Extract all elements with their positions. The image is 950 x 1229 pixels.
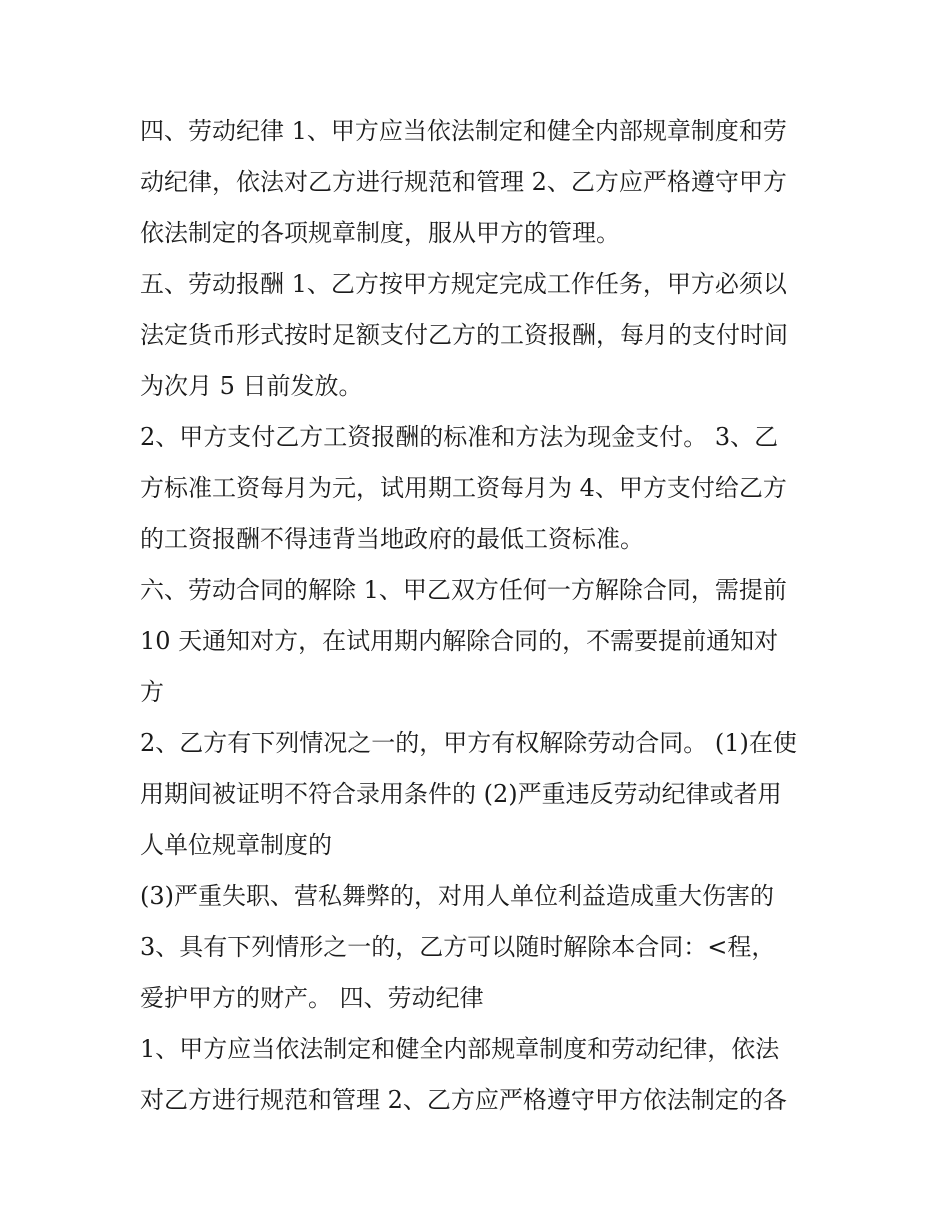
paragraph-serious-misconduct xyxy=(140,871,820,922)
paragraph-termination-conditions xyxy=(140,718,820,871)
paragraph-employee-termination xyxy=(140,922,820,1024)
text-line: 2、甲方支付乙方工资报酬的标准和方法为现金支付。 3、乙 xyxy=(140,423,779,451)
paragraph-rules-repeat xyxy=(140,1024,820,1126)
document-body xyxy=(140,106,820,1126)
text-line: 3、具有下列情形之一的，乙方可以随时解除本合同：<程， xyxy=(140,933,776,961)
text-line: 爱护甲方的财产。 四、劳动纪律 xyxy=(140,984,484,1012)
text-line: 用期间被证明不符合录用条件的 (2)严重违反劳动纪律或者用 xyxy=(140,780,782,808)
text-line: 人单位规章制度的 xyxy=(140,831,332,859)
text-line: 为次月 5 日前发放。 xyxy=(140,372,363,400)
text-line: (3)严重失职、营私舞弊的，对用人单位利益造成重大伤害的 xyxy=(140,882,774,910)
text-line: 的工资报酬不得违背当地政府的最低工资标准。 xyxy=(140,525,644,553)
text-line: 动纪律，依法对乙方进行规范和管理 2、乙方应严格遵守甲方 xyxy=(140,168,787,196)
text-line: 10 天通知对方，在试用期内解除合同的，不需要提前通知对 xyxy=(140,627,779,655)
text-line: 1、甲方应当依法制定和健全内部规章制度和劳动纪律，依法 xyxy=(140,1035,780,1063)
text-line: 2、乙方有下列情况之一的，甲方有权解除劳动合同。 (1)在使 xyxy=(140,729,797,757)
paragraph-labor-discipline xyxy=(140,106,820,259)
paragraph-labor-remuneration xyxy=(140,259,820,412)
text-line: 方 xyxy=(140,678,164,706)
text-line: 五、劳动报酬 1、乙方按甲方规定完成工作任务，甲方必须以 xyxy=(140,270,787,298)
text-line: 法定货币形式按时足额支付乙方的工资报酬，每月的支付时间 xyxy=(140,321,788,349)
paragraph-salary-standard xyxy=(140,412,820,565)
paragraph-contract-termination xyxy=(140,565,820,718)
text-line: 依法制定的各项规章制度，服从甲方的管理。 xyxy=(140,219,620,247)
text-line: 六、劳动合同的解除 1、甲乙双方任何一方解除合同，需提前 xyxy=(140,576,787,604)
text-line: 对乙方进行规范和管理 2、乙方应严格遵守甲方依法制定的各 xyxy=(140,1086,787,1114)
text-line: 四、劳动纪律 1、甲方应当依法制定和健全内部规章制度和劳 xyxy=(140,117,787,145)
text-line: 方标准工资每月为元，试用期工资每月为 4、甲方支付给乙方 xyxy=(140,474,787,502)
